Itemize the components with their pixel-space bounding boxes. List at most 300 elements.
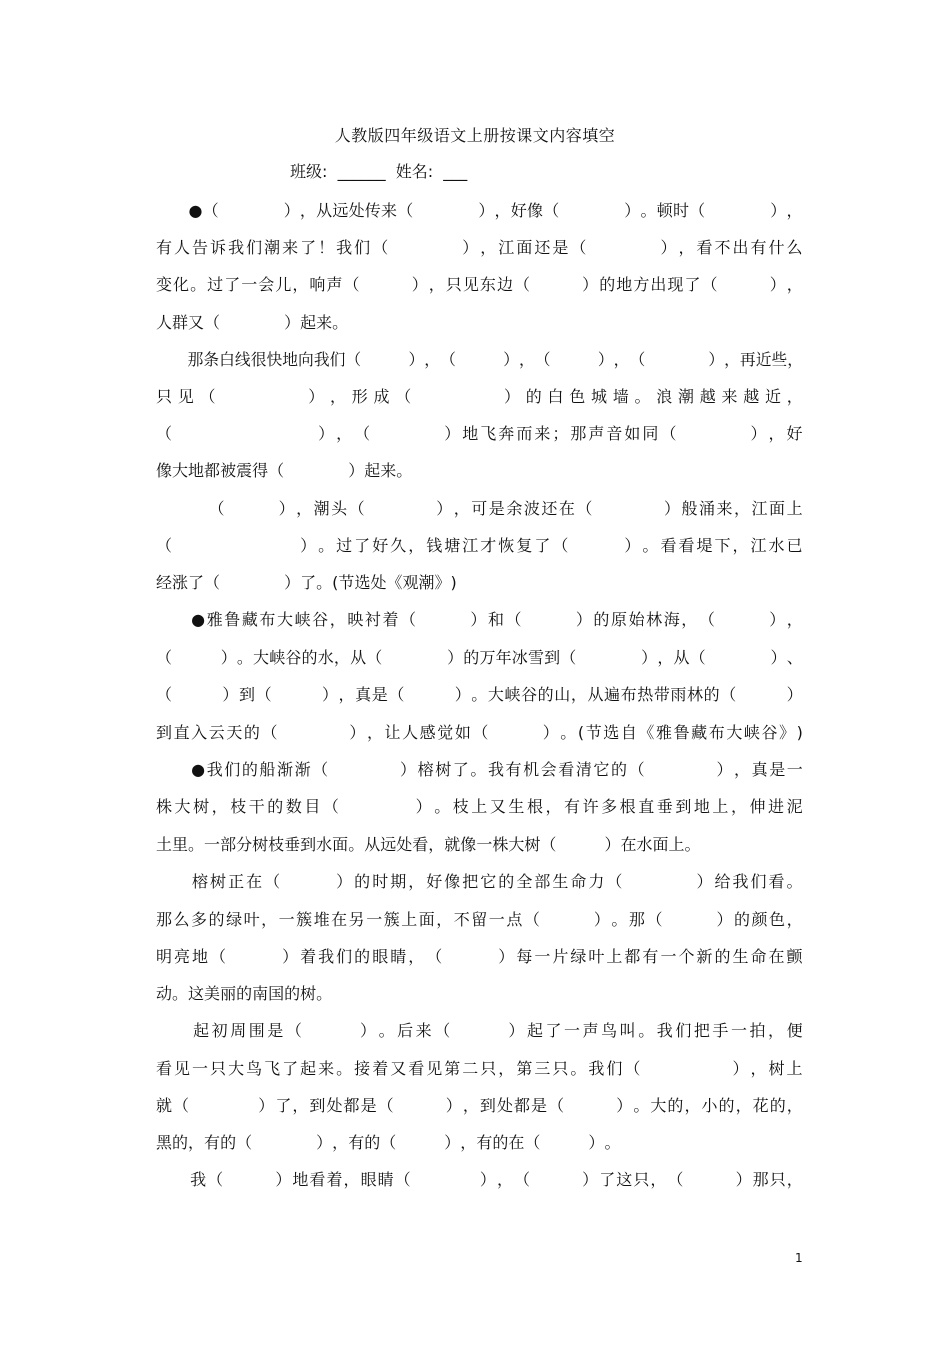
text-char bbox=[246, 944, 262, 970]
text-char bbox=[435, 607, 451, 633]
text-char: 潮 bbox=[264, 238, 281, 257]
text-char: （ bbox=[312, 760, 329, 779]
text-char bbox=[332, 458, 348, 484]
text-char: 二 bbox=[462, 1059, 479, 1078]
text-char: 成 bbox=[373, 387, 390, 406]
text-char bbox=[377, 347, 393, 373]
text-char: ） bbox=[220, 648, 237, 667]
text-char: 江 bbox=[751, 499, 768, 518]
text-line bbox=[156, 570, 803, 596]
text-char: 了 bbox=[224, 275, 241, 294]
text-char bbox=[156, 198, 172, 224]
text-char: 觉 bbox=[437, 723, 454, 742]
text-char: （ bbox=[348, 499, 365, 518]
text-char: 向 bbox=[298, 350, 314, 369]
text-char: 才 bbox=[480, 536, 497, 555]
text-char bbox=[611, 496, 627, 522]
text-char: ， bbox=[333, 648, 350, 667]
text-char: 而 bbox=[516, 424, 533, 443]
text-char bbox=[189, 682, 205, 708]
text-char: 么 bbox=[786, 238, 803, 257]
text-char: 的 bbox=[492, 1133, 509, 1152]
text-char: 只 bbox=[156, 387, 173, 406]
text-char: 近 bbox=[755, 350, 772, 369]
text-char: 看 bbox=[309, 1170, 326, 1189]
text-char: ） bbox=[770, 201, 787, 220]
text-char: 处 bbox=[496, 1096, 513, 1115]
text-char bbox=[606, 533, 622, 559]
text-char bbox=[523, 607, 539, 633]
text-char: 簇 bbox=[296, 910, 313, 929]
text-char: ， bbox=[518, 350, 535, 369]
text-char: 就 bbox=[444, 835, 461, 854]
text-char bbox=[738, 198, 754, 224]
text-char: 面 bbox=[332, 835, 349, 854]
text-char: 的 bbox=[220, 1133, 237, 1152]
text-line bbox=[156, 682, 803, 708]
text-char: 根 bbox=[619, 797, 636, 816]
text-char bbox=[330, 757, 346, 783]
text-char: （ bbox=[285, 1021, 302, 1040]
text-char bbox=[408, 235, 424, 261]
text-char: 水 bbox=[636, 835, 653, 854]
text-char: 是 bbox=[769, 760, 786, 779]
text-char: 的 bbox=[593, 610, 610, 629]
text-char: 眼 bbox=[372, 947, 389, 966]
text-char: 的 bbox=[267, 797, 284, 816]
text-char: ） bbox=[582, 1170, 599, 1189]
text-char: ， bbox=[613, 350, 630, 369]
text-char: 音 bbox=[606, 424, 623, 443]
text-char: 花 bbox=[752, 1096, 769, 1115]
text-char bbox=[678, 869, 694, 895]
text-char: 片 bbox=[552, 947, 569, 966]
text-char: ， bbox=[786, 387, 803, 406]
text-char: ， bbox=[408, 536, 425, 555]
text-line bbox=[156, 645, 803, 671]
text-char: 见 bbox=[462, 275, 479, 294]
text-char: （ bbox=[689, 648, 706, 667]
text-char: 峡 bbox=[294, 610, 311, 629]
text-char: 好 bbox=[372, 536, 389, 555]
text-char: 可 bbox=[471, 499, 488, 518]
text-char bbox=[156, 496, 172, 522]
text-char: 谷 bbox=[285, 648, 302, 667]
text-char: 选 bbox=[603, 723, 620, 742]
text-char bbox=[661, 347, 677, 373]
text-char: 堆 bbox=[313, 910, 330, 929]
text-char bbox=[226, 496, 242, 522]
text-char: 过 bbox=[207, 275, 224, 294]
text-char bbox=[453, 1018, 469, 1044]
text-char: ， bbox=[480, 238, 497, 257]
text-char bbox=[265, 384, 281, 410]
text-char: ） bbox=[770, 648, 787, 667]
text-char: 叫 bbox=[619, 1021, 636, 1040]
text-char: 伸 bbox=[749, 797, 766, 816]
text-char: 的 bbox=[734, 910, 751, 929]
text-char: 清 bbox=[575, 760, 592, 779]
text-line bbox=[156, 384, 803, 410]
text-char: 从 bbox=[587, 685, 604, 704]
text-char: ， bbox=[545, 797, 562, 816]
text-char: 好 bbox=[510, 201, 527, 220]
text-char: ） bbox=[708, 350, 725, 369]
text-char: （ bbox=[505, 610, 522, 629]
text-char bbox=[576, 198, 592, 224]
text-char: 给 bbox=[714, 872, 731, 891]
text-char: ） bbox=[360, 1021, 377, 1040]
text-char bbox=[699, 757, 715, 783]
text-char bbox=[221, 384, 237, 410]
text-char: ） bbox=[716, 910, 733, 929]
text-char: 手 bbox=[712, 1021, 729, 1040]
text-char: ( bbox=[577, 723, 585, 742]
text-char: 命 bbox=[570, 872, 587, 891]
text-char: 条 bbox=[203, 350, 220, 369]
text-char: ） bbox=[769, 610, 786, 629]
text-char: 围 bbox=[248, 1021, 265, 1040]
text-char: 。 bbox=[470, 760, 487, 779]
text-char: （ bbox=[173, 1096, 190, 1115]
text-char: 枝 bbox=[230, 797, 247, 816]
text-char bbox=[572, 832, 588, 858]
text-char bbox=[206, 682, 222, 708]
text-char bbox=[172, 198, 188, 224]
text-char: 一 bbox=[366, 910, 383, 929]
text-char: ） bbox=[542, 723, 559, 742]
text-char: ） bbox=[504, 387, 521, 406]
text-char: 出 bbox=[650, 275, 667, 294]
text-char: 顿 bbox=[656, 201, 673, 220]
text-line bbox=[156, 832, 803, 858]
text-char: 了 bbox=[282, 1059, 299, 1078]
text-char bbox=[261, 496, 277, 522]
text-char: （ bbox=[202, 201, 219, 220]
text-char: 地 bbox=[616, 275, 633, 294]
text-char: 我 bbox=[228, 238, 245, 257]
text-char: 来 bbox=[381, 201, 398, 220]
text-char: 了 bbox=[354, 536, 371, 555]
text-char: 地 bbox=[282, 350, 298, 369]
text-char: 潮 bbox=[418, 573, 435, 592]
text-char bbox=[174, 607, 190, 633]
text-char bbox=[228, 421, 244, 447]
text-char: 越 bbox=[743, 387, 760, 406]
text-char: 那 bbox=[752, 1170, 769, 1189]
text-char: 上 bbox=[401, 910, 418, 929]
text-char bbox=[719, 1167, 735, 1193]
text-char: 让 bbox=[384, 723, 401, 742]
text-char bbox=[588, 533, 604, 559]
text-char bbox=[490, 720, 506, 746]
text-char: 得 bbox=[252, 461, 269, 480]
text-line bbox=[156, 347, 803, 373]
text-char: 有 bbox=[505, 760, 522, 779]
text-char: 海 bbox=[663, 610, 680, 629]
text-char: 始 bbox=[628, 610, 645, 629]
text-char bbox=[642, 1056, 658, 1082]
text-char: 。 bbox=[471, 685, 488, 704]
text-char bbox=[541, 907, 557, 933]
text-char: 地 bbox=[462, 424, 479, 443]
text-char: 选 bbox=[354, 573, 371, 592]
text-char: 衬 bbox=[364, 610, 381, 629]
text-char bbox=[210, 533, 226, 559]
text-char bbox=[279, 720, 295, 746]
text-char bbox=[224, 1167, 240, 1193]
text-char: ） bbox=[283, 201, 300, 220]
text-char: 数 bbox=[285, 797, 302, 816]
text-char: ， bbox=[730, 797, 747, 816]
text-char: 再 bbox=[739, 350, 756, 369]
text-char: 来 bbox=[716, 499, 733, 518]
text-char: 只 bbox=[480, 1059, 497, 1078]
text-char bbox=[471, 1018, 487, 1044]
text-char: 动 bbox=[156, 984, 173, 1003]
text-char: 部 bbox=[220, 835, 237, 854]
text-char: 带 bbox=[653, 685, 670, 704]
text-char: ） bbox=[454, 685, 471, 704]
text-char bbox=[624, 235, 640, 261]
text-line bbox=[156, 1167, 803, 1193]
text-char: 处 bbox=[396, 835, 413, 854]
text-char bbox=[559, 907, 575, 933]
text-char: （ bbox=[322, 797, 339, 816]
text-char: （ bbox=[394, 1170, 411, 1189]
text-char: 我 bbox=[206, 760, 223, 779]
text-char bbox=[570, 533, 586, 559]
text-char: 山 bbox=[554, 685, 571, 704]
text-char: 有 bbox=[564, 797, 581, 816]
text-char: 鸟 bbox=[601, 1021, 618, 1040]
text-char: 土 bbox=[156, 835, 173, 854]
text-char: 命 bbox=[750, 947, 767, 966]
text-char: 看 bbox=[768, 872, 785, 891]
text-char bbox=[582, 347, 598, 373]
text-char: 来 bbox=[380, 461, 397, 480]
text-char: ） bbox=[750, 424, 767, 443]
text-char: 许 bbox=[582, 797, 599, 816]
text-char: 的 bbox=[301, 648, 318, 667]
text-char: ） bbox=[436, 499, 453, 518]
text-char: ， bbox=[299, 201, 316, 220]
text-char: 面 bbox=[652, 835, 669, 854]
text-char: 现 bbox=[667, 275, 684, 294]
text-char bbox=[681, 757, 697, 783]
text-char bbox=[156, 347, 172, 373]
text-char: 拍 bbox=[749, 1021, 766, 1040]
text-char bbox=[702, 1167, 718, 1193]
text-char: 来 bbox=[534, 424, 551, 443]
text-char: 很 bbox=[250, 350, 267, 369]
text-char: 的 bbox=[599, 275, 616, 294]
text-char: 余 bbox=[506, 499, 523, 518]
text-char: 万 bbox=[479, 648, 496, 667]
text-char: 的 bbox=[208, 910, 225, 929]
text-char: 国 bbox=[268, 984, 285, 1003]
text-char: ） bbox=[282, 947, 299, 966]
text-char: 是 bbox=[531, 1096, 548, 1115]
text-char bbox=[156, 1018, 172, 1044]
text-char: 峡 bbox=[269, 648, 286, 667]
text-char bbox=[480, 944, 496, 970]
text-char: （ bbox=[606, 872, 623, 891]
text-char: 的 bbox=[364, 1133, 381, 1152]
text-char: （ bbox=[472, 723, 489, 742]
text-char: 丽 bbox=[220, 984, 237, 1003]
text-char: 来 bbox=[415, 1021, 432, 1040]
text-char: 感 bbox=[419, 723, 436, 742]
text-char: （ bbox=[204, 573, 221, 592]
text-char bbox=[244, 496, 260, 522]
text-char: 布 bbox=[708, 723, 725, 742]
text-char: 。 bbox=[633, 1096, 650, 1115]
text-char: 的 bbox=[667, 1096, 684, 1115]
text-char bbox=[174, 533, 190, 559]
text-char: 我 bbox=[336, 238, 353, 257]
text-char bbox=[415, 645, 431, 671]
text-char: 。 bbox=[640, 201, 657, 220]
text-char: ， bbox=[408, 872, 425, 891]
text-char bbox=[258, 1167, 274, 1193]
text-char: 到 bbox=[479, 1096, 496, 1115]
text-char bbox=[360, 794, 376, 820]
text-char bbox=[419, 496, 435, 522]
text-char: 的 bbox=[769, 1096, 786, 1115]
text-char bbox=[487, 347, 503, 373]
text-char bbox=[219, 198, 235, 224]
text-char bbox=[588, 832, 604, 858]
text-char: 地 bbox=[188, 461, 205, 480]
text-char bbox=[272, 682, 288, 708]
text-char: 涌 bbox=[698, 499, 715, 518]
text-char bbox=[722, 645, 738, 671]
text-char bbox=[625, 645, 641, 671]
text-char: 只 bbox=[445, 275, 462, 294]
text-char: 见 bbox=[177, 387, 194, 406]
text-char: 们 bbox=[224, 760, 241, 779]
text-char bbox=[588, 235, 604, 261]
text-char: ） bbox=[641, 648, 658, 667]
text-char: 《 bbox=[638, 723, 655, 742]
text-char: 线 bbox=[234, 350, 251, 369]
text-char: 泥 bbox=[786, 797, 803, 816]
text-char bbox=[593, 645, 609, 671]
text-char: 。 bbox=[570, 1059, 587, 1078]
text-char: 枝 bbox=[452, 797, 469, 816]
text-char: （ bbox=[660, 424, 677, 443]
text-char: 大 bbox=[228, 1059, 245, 1078]
text-char: 了 bbox=[275, 1096, 292, 1115]
text-char: ， bbox=[786, 275, 803, 294]
text-char: 上 bbox=[786, 499, 803, 518]
text-char: 。 bbox=[642, 536, 659, 555]
text-char: 一 bbox=[204, 835, 221, 854]
text-char: 地 bbox=[693, 797, 710, 816]
text-char: （ bbox=[236, 1133, 253, 1152]
text-char bbox=[268, 310, 284, 336]
text-char: 们 bbox=[246, 238, 263, 257]
text-char bbox=[642, 235, 658, 261]
text-char: 下 bbox=[714, 536, 731, 555]
text-char: ） bbox=[348, 461, 365, 480]
text-char: 林 bbox=[646, 610, 663, 629]
text-char bbox=[192, 533, 208, 559]
text-char: 从 bbox=[364, 835, 381, 854]
text-char: （ bbox=[701, 275, 718, 294]
text-char: ， bbox=[338, 685, 355, 704]
text-char bbox=[428, 1130, 444, 1156]
text-char: 头 bbox=[331, 499, 348, 518]
text-char bbox=[264, 944, 280, 970]
text-char: ） bbox=[336, 872, 353, 891]
text-char bbox=[282, 869, 298, 895]
text-char: 。 bbox=[434, 797, 451, 816]
text-char: （ bbox=[395, 387, 412, 406]
text-char: 。 bbox=[634, 387, 651, 406]
text-char: 么 bbox=[173, 910, 190, 929]
text-char: 同 bbox=[642, 424, 659, 443]
text-char: ， bbox=[684, 1096, 701, 1115]
text-char: ， bbox=[292, 275, 309, 294]
text-char: 力 bbox=[588, 872, 605, 891]
text-char: 了 bbox=[452, 760, 469, 779]
text-char: 树 bbox=[300, 984, 317, 1003]
text-char: 只 bbox=[769, 1170, 786, 1189]
text-char bbox=[456, 347, 472, 373]
text-char bbox=[314, 720, 330, 746]
text-char: 们 bbox=[336, 947, 353, 966]
text-char: 小 bbox=[701, 1096, 718, 1115]
text-char: 《 bbox=[386, 573, 403, 592]
text-char bbox=[156, 869, 172, 895]
text-char: 部 bbox=[534, 872, 551, 891]
text-char: （ bbox=[210, 947, 227, 966]
text-char: （ bbox=[156, 536, 173, 555]
text-line bbox=[156, 458, 803, 484]
text-char: 到 bbox=[300, 835, 317, 854]
text-char: 近 bbox=[765, 387, 782, 406]
text-char: 的 bbox=[243, 723, 260, 742]
text-char: 我 bbox=[732, 872, 749, 891]
text-char: ） bbox=[663, 499, 680, 518]
text-char: ， bbox=[496, 1170, 513, 1189]
text-char: 的 bbox=[714, 947, 731, 966]
text-char bbox=[408, 421, 424, 447]
text-char bbox=[300, 458, 316, 484]
text-char bbox=[576, 907, 592, 933]
text-char: 雅 bbox=[656, 723, 673, 742]
text-char: 看 bbox=[558, 760, 575, 779]
text-char: ， bbox=[734, 760, 751, 779]
text-char: 。 bbox=[316, 573, 333, 592]
text-char bbox=[267, 198, 283, 224]
text-char: ） bbox=[318, 424, 335, 443]
text-char: 起 bbox=[364, 461, 381, 480]
text-char bbox=[228, 944, 244, 970]
text-char bbox=[482, 384, 498, 410]
text-char: 方 bbox=[633, 275, 650, 294]
text-char: 原 bbox=[610, 610, 627, 629]
text-char bbox=[664, 757, 680, 783]
text-char: 另 bbox=[348, 910, 365, 929]
text-char: 树 bbox=[435, 760, 452, 779]
text-char: ● bbox=[188, 201, 203, 220]
text-char: ） bbox=[597, 350, 614, 369]
text-char: 处 bbox=[326, 1096, 343, 1115]
text-char: 了 bbox=[300, 238, 317, 257]
